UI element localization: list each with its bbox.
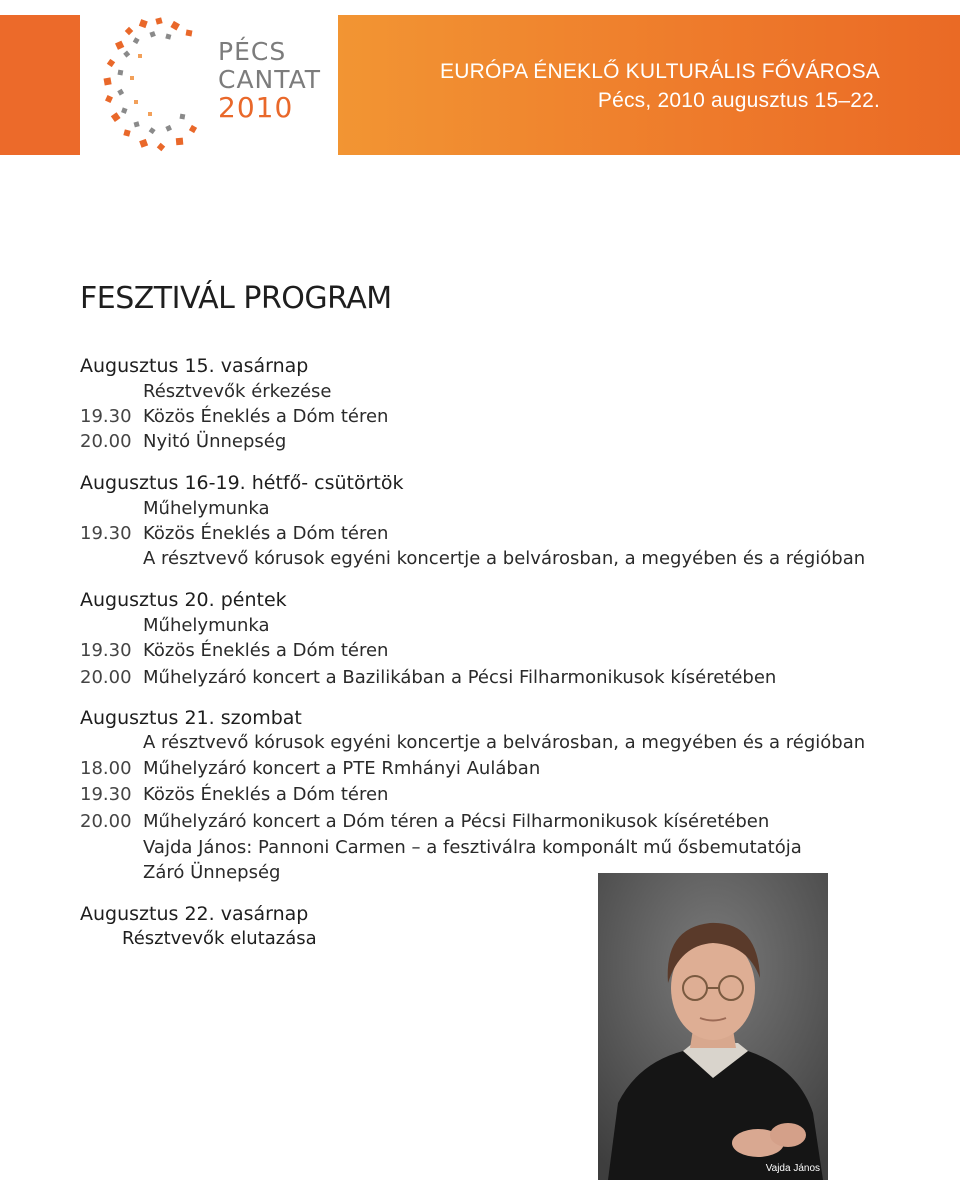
event-time: 20.00: [80, 431, 132, 452]
banner-title: EURÓPA ÉNEKLŐ KULTURÁLIS FŐVÁROSA: [440, 60, 880, 83]
event-text: Műhelyzáró koncert a PTE Rmhányi Aulában: [143, 758, 541, 779]
event-text: Közös Éneklés a Dóm téren: [143, 523, 389, 544]
header-banner: [338, 15, 960, 155]
event-text: Műhelymunka: [143, 498, 270, 519]
event-time: 20.00: [80, 811, 132, 832]
day-heading-aug22: Augusztus 22. vasárnap: [80, 903, 309, 925]
event-text: A résztvevő kórusok egyéni koncertje a belvárosban, a megyében és a régióban: [143, 732, 866, 753]
event-time: 19.30: [80, 640, 132, 661]
event-time: 19.30: [80, 784, 132, 805]
logo-text-year: 2010: [218, 91, 294, 124]
logo-text-pecs: PÉCS: [218, 37, 287, 66]
pecs-cantat-logo-icon: [100, 14, 212, 156]
day-heading-aug16-19: Augusztus 16-19. hétfő- csütörtök: [80, 472, 404, 494]
event-text: Nyitó Ünnepség: [143, 431, 287, 452]
page-title: FESZTIVÁL PROGRAM: [80, 281, 392, 316]
event-text: Közös Éneklés a Dóm téren: [143, 640, 389, 661]
event-text: Vajda János: Pannoni Carmen – a fesztiválra komponált mű ősbemutatója: [143, 837, 802, 858]
day-heading-aug21: Augusztus 21. szombat: [80, 707, 302, 729]
event-time: 19.30: [80, 406, 132, 427]
day-heading-aug20: Augusztus 20. péntek: [80, 589, 287, 611]
event-text: Közös Éneklés a Dóm téren: [143, 406, 389, 427]
event-text: Résztvevők érkezése: [143, 381, 332, 402]
event-time: 19.30: [80, 523, 132, 544]
event-text: Műhelyzáró koncert a Dóm téren a Pécsi Filharmonikusok kíséretében: [143, 811, 770, 832]
event-text: Résztvevők elutazása: [122, 928, 317, 949]
banner-date: Pécs, 2010 augusztus 15–22.: [597, 89, 880, 112]
portrait-illustration: [598, 873, 828, 1180]
event-text: Műhelymunka: [143, 615, 270, 636]
event-text: Műhelyzáró koncert a Bazilikában a Pécsi Filharmonikusok kíséretében: [143, 667, 777, 688]
photo-caption: Vajda János: [765, 1163, 820, 1174]
portrait-photo: [598, 873, 828, 1180]
event-text: Záró Ünnepség: [143, 862, 281, 883]
logo-text-cantat: CANTAT: [218, 65, 322, 94]
event-text: Közös Éneklés a Dóm téren: [143, 784, 389, 805]
event-time: 20.00: [80, 667, 132, 688]
day-heading-aug15: Augusztus 15. vasárnap: [80, 355, 309, 377]
event-time: 18.00: [80, 758, 132, 779]
header-stripe-left: [0, 15, 80, 155]
event-text: A résztvevő kórusok egyéni koncertje a belvárosban, a megyében és a régióban: [143, 548, 866, 569]
